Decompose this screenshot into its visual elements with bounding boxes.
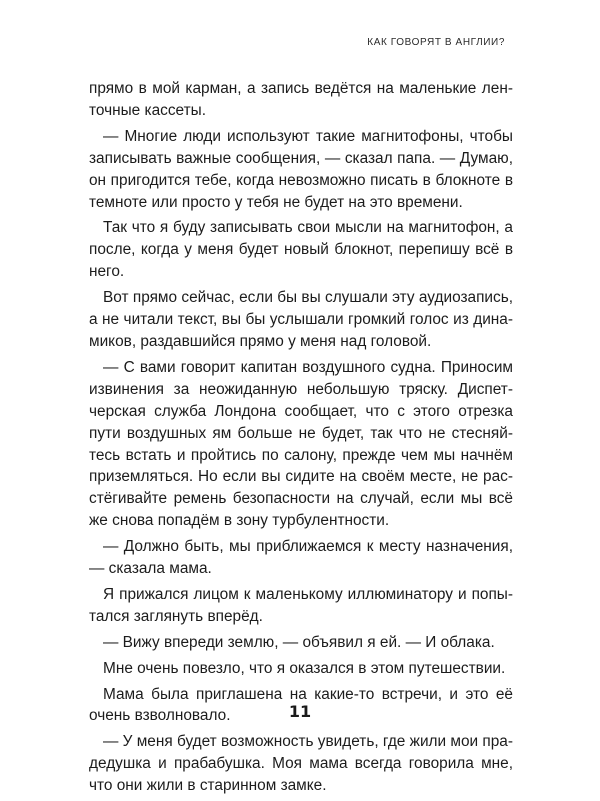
paragraph: Мне очень повезло, что я оказался в этом путешествии. <box>103 659 506 677</box>
paragraph: Вот прямо сейчас, если бы вы слушали эту аудиозапись, а не читали текст, вы бы услышали громкий голос из динамиков, раздавшийся прямо у меня над головой. <box>89 289 513 350</box>
paragraph: — Многие люди используют такие магнитофоны, чтобы записывать важные сообщения, — сказал папа. — Думаю, он пригодится тебе, когда невозможно писать в блокноте в темноте или просто у тебя не будет на это времени. <box>89 127 513 211</box>
paragraph: — У меня будет возможность увидеть, где жили мои прадедушка и прабабушка. Моя мама всегда говорила мне, что они жили в старинном замке. <box>89 733 513 795</box>
page-body <box>89 78 513 801</box>
paragraph: — С вами говорит капитан воздушного судна. Приносим извинения за неожиданную небольшую тряску. Диспетчерская служба Лондона сообщает, что с этого отрезка пути воздушных ям больше не будет, так что не стесняйтесь встать и пройтись по салону, прежде чем мы начнём приземляться. Но если вы сидите на своём месте, не расстёгивайте ремень безопасности на случай, если мы всё же снова попадём в зону турбулентности. <box>89 358 513 530</box>
paragraph: — Вижу впереди землю, — объявил я ей. — И облака. <box>103 633 495 651</box>
page-number: 11 <box>288 702 312 721</box>
paragraph: Мама была приглашена на какие-то встречи, и это её очень взволновало. <box>89 685 513 725</box>
paragraph: — Должно быть, мы приближаемся к месту назначения, — сказала мама. <box>89 538 513 578</box>
running-header: КАК ГОВОРЯТ В АНГЛИИ? <box>367 37 505 48</box>
paragraph: Я прижался лицом к маленькому иллюминатору и попытался заглянуть вперёд. <box>89 585 513 625</box>
paragraph: Так что я буду записывать свои мысли на магнитофон, а после, когда у меня будет новый блокнот, перепишу всё в него. <box>89 219 513 281</box>
paragraph: прямо в мой карман, а запись ведётся на маленькие ленточные кассеты. <box>89 80 513 119</box>
